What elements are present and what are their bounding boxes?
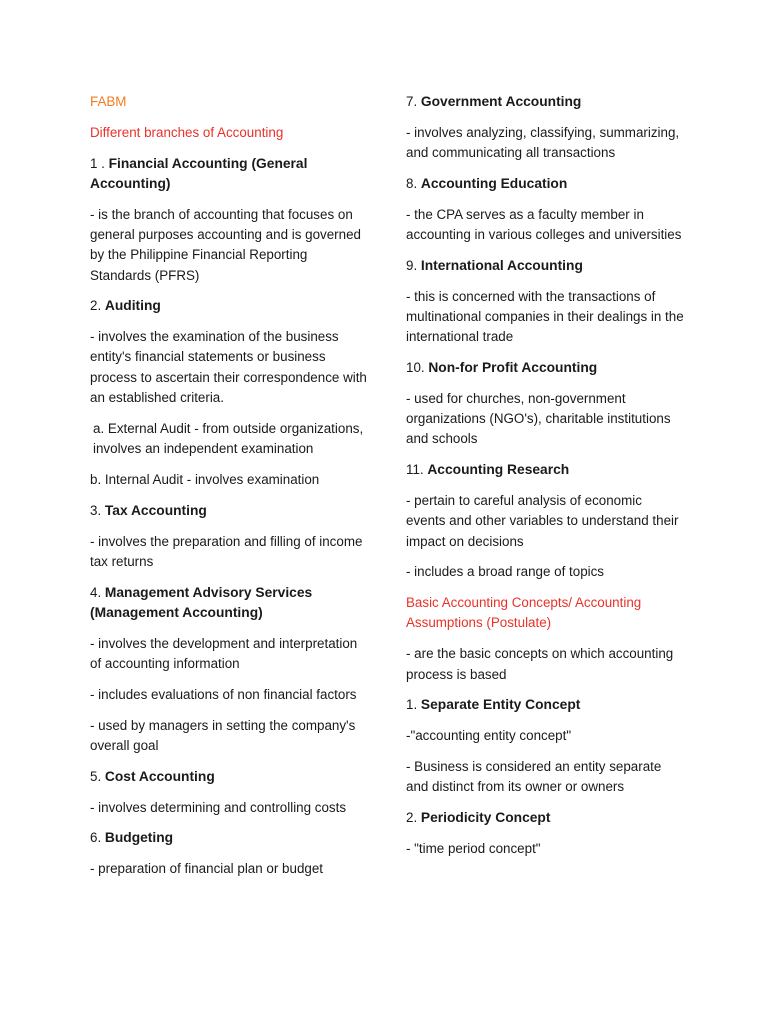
- concept-heading: 1. Separate Entity Concept: [406, 697, 581, 713]
- item-heading: 5. Cost Accounting: [90, 768, 215, 784]
- left-column: [90, 92, 372, 890]
- item-text: - used by managers in setting the company's overall goal: [90, 717, 356, 753]
- section-title-concepts: Basic Accounting Concepts/ Accounting Assumptions (Postulate): [406, 595, 642, 631]
- item-text: - this is concerned with the transactions of multinational companies in their dealings in the international trade: [406, 288, 684, 345]
- section-intro: - are the basic concepts on which accounting process is based: [406, 646, 674, 682]
- item-heading: 11. Accounting Research: [406, 462, 570, 478]
- item-heading: 4. Management Advisory Services (Management Accounting): [90, 584, 313, 620]
- item-text: - is the branch of accounting that focuses on general purposes accounting and is governed by the Philippine Financial Reporting Standards (PFRS): [90, 206, 361, 283]
- concept-text: -"accounting entity concept": [406, 728, 572, 744]
- item-text: - involves determining and controlling costs: [90, 799, 347, 815]
- item-heading: 9. International Accounting: [406, 257, 583, 273]
- item-text: - involves analyzing, classifying, summarizing, and communicating all transactions: [406, 124, 680, 161]
- item-text: - involves the development and interpretation of accounting information: [90, 635, 358, 672]
- item-text: b. Internal Audit - involves examination: [90, 471, 320, 487]
- right-column: [406, 92, 684, 870]
- item-text: - involves the examination of the business entity's financial statements or business process to ascertain their correspondence with an established criteria.: [90, 329, 367, 406]
- item-heading: 1 . Financial Accounting (General Accounting): [90, 155, 308, 191]
- item-heading: 8. Accounting Education: [406, 175, 568, 191]
- item-heading: 2. Auditing: [90, 298, 161, 314]
- item-text: a. External Audit - from outside organizations, involves an independent examination: [93, 420, 364, 457]
- subject-label: FABM: [90, 94, 127, 109]
- concept-heading: 2. Periodicity Concept: [406, 810, 551, 826]
- item-text: - involves the preparation and filling of income tax returns: [90, 533, 363, 569]
- section-title-branches: Different branches of Accounting: [90, 124, 284, 140]
- item-text: - preparation of financial plan or budget: [90, 861, 324, 877]
- item-heading: 7. Government Accounting: [406, 94, 582, 109]
- item-text: - includes a broad range of topics: [406, 564, 605, 580]
- item-heading: 3. Tax Accounting: [90, 502, 207, 518]
- item-text: - pertain to careful analysis of economic events and other variables to understand their impact on decisions: [406, 492, 679, 549]
- concept-text: - "time period concept": [406, 840, 541, 856]
- item-text: - includes evaluations of non financial factors: [90, 686, 357, 702]
- item-text: - used for churches, non-government organizations (NGO's), charitable institutions and schools: [406, 390, 671, 447]
- item-text: - the CPA serves as a faculty member in accounting in various colleges and universities: [406, 206, 682, 242]
- item-heading: 6. Budgeting: [90, 830, 174, 846]
- item-heading: 10. Non-for Profit Accounting: [406, 359, 598, 375]
- concept-text: - Business is considered an entity separate and distinct from its owner or owners: [406, 758, 662, 795]
